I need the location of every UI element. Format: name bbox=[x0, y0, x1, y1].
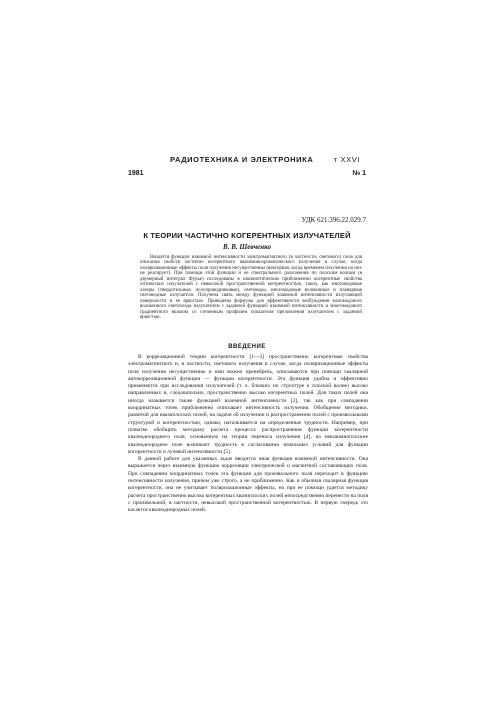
journal-title: РАДИОТЕХНИКА И ЭЛЕКТРОНИКА bbox=[170, 155, 314, 164]
article-body bbox=[128, 354, 368, 515]
issue-line bbox=[128, 170, 366, 177]
body-paragraph: В данной работе для указанных задач вводится иная функция взаимной интенсивности. Она выражается через взаимную функцию корреляции электрической и магнитной составляющих поля. При совпадении координатных точек эта функция для произвольного поля переходит в функцию интенсивности излучения, причем уже строго, а не приближенно. Как и обычная скалярная функция когерентности, она не учитывает поляризационные эффекты, но при ее помощи удается методику расчета пространственно высоко когерентных квазиплоских полей непосредственно перенести на поля с произвольной, в частности, невысокой пространственной когерентностью. В первую очередь это касается квазиоднородных полей. bbox=[128, 456, 368, 514]
issue-label: № 1 bbox=[352, 170, 366, 177]
article-title: К ТЕОРИИ ЧАСТИЧНО КОГЕРЕНТНЫХ ИЗЛУЧАТЕЛЕЙ bbox=[143, 231, 351, 240]
article-author: В. В. Шевченко bbox=[223, 243, 271, 251]
udk-code: УДК 621.396.22.029.7 bbox=[301, 216, 366, 224]
section-heading: ВВЕДЕНИЕ bbox=[228, 344, 266, 350]
abstract bbox=[140, 255, 362, 320]
running-header bbox=[170, 155, 360, 164]
abstract-text: Вводятся функции взаимной интенсивности электромагнитного (в частности, светового) поля для описания свойств частично когерентного квазимонохроматического излучения в случае, когда поляризационные эффекты поля излучения несущественны (векторная, когда временем излучения на них не реагирует). При помощи этой функции и ее спектрального разложения по плоским волнам (в двумерный интеграл Фурье) исследованы в квазиоптическом приближении когерентные свойства оптических излучателей с невысокой пространственной когерентностью, таких, как многомодовые лазеры (твердотельные, полупроводниковые), световоды, многомодовые волоконные и планарные световодные излучатели. Получена связь между функцией взаимной интенсивности излучающей поверхности и ее яркостью. Приведены формулы для эффективности возбуждения маломодового волоконного светоплода излучателем с заданной функцией взаимной интенсивности и многомодового градиентного волокна со степенным профилем показателя преломления излучателем с заданной яркостью. bbox=[140, 255, 362, 320]
volume-label: т XXVI bbox=[333, 155, 360, 164]
body-paragraph: В корреляционной теории когерентности [1—3] пространственно когерентные свойства электромагнитного и, в частности, светового излучения в случае, когда поляризационные эффекты поля излучения несущественны и ими можно пренебречь, описываются при помощи скалярной автокорреляционной функции — функции когерентности. Эта функция удобна и эффективно применяется при исследовании излучателей (т. е. близких по структуре к плоской волне) высоко направленных и, следовательно, пространственно высоко когерентных полей. Для таких полей она иногда называется также функцией взаимной интенсивности [2], так как при совпадении координатных точек приближенно описывает интенсивность излучения. Обобщение методики, развитой для квазиплоских полей, на задачи об излучении и распространении полей с произвольными структурой и когерентностью, однако, наталкивается на определенные трудности. Например, при попытке обобщить методику расчета процесса распространения функции когерентности квазиоднородного поля, основанную на теории переноса излучения [4], на невзаимноплоские квазиоднородное поле возникает трудность в согласовании начальных условий для функции когерентности и лучевой интенсивности [5]. bbox=[128, 354, 368, 455]
year-label: 1981 bbox=[128, 170, 144, 177]
